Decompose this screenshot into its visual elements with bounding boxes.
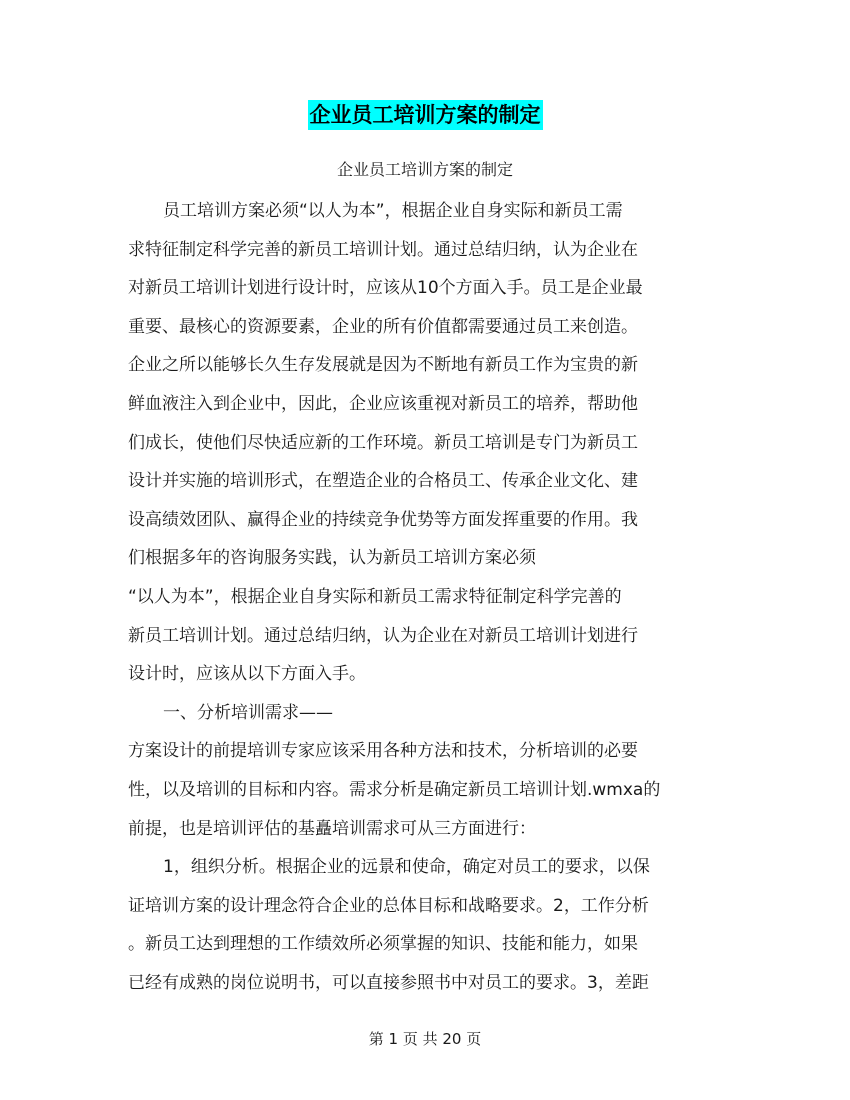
paragraph-line: 企业之所以能够长久生存发展就是因为不断地有新员工作为宝贵的新 — [128, 355, 638, 376]
section-heading: 一、分析培训需求—— — [163, 702, 333, 723]
paragraph-line: 前提，也是培训评估的基矗培训需求可从三方面进行： — [128, 818, 536, 839]
paragraph-line: 重要、最核心的资源要素，企业的所有价值都需要通过员工来创造。 — [128, 316, 638, 337]
paragraph-line: “以人为本”，根据企业自身实际和新员工需求特征制定科学完善的 — [128, 586, 622, 607]
paragraph-line: 。新员工达到理想的工作绩效所必须掌握的知识、技能和能力，如果 — [128, 934, 638, 955]
title-container — [0, 100, 850, 130]
document-body — [128, 192, 718, 1002]
paragraph-line: 证培训方案的设计理念符合企业的总体目标和战略要求。2，工作分析 — [128, 895, 649, 916]
paragraph-line: 设计时，应该从以下方面入手。 — [128, 664, 366, 685]
paragraph-line: 性，以及培训的目标和内容。需求分析是确定新员工培训计划.wmxa的 — [128, 779, 661, 800]
paragraph-line: 鲜血液注入到企业中，因此，企业应该重视对新员工的培养，帮助他 — [128, 393, 638, 414]
paragraph-line: 求特征制定科学完善的新员工培训计划。通过总结归纳，认为企业在 — [128, 239, 638, 260]
paragraph-line: 新员工培训计划。通过总结归纳，认为企业在对新员工培训计划进行 — [128, 625, 638, 646]
paragraph-line: 已经有成熟的岗位说明书，可以直接参照书中对员工的要求。3，差距 — [128, 972, 649, 993]
paragraph-line: 们根据多年的咨询服务实践，认为新员工培训方案必须 — [128, 548, 536, 569]
paragraph-line: 设高绩效团队、赢得企业的持续竞争优势等方面发挥重要的作用。我 — [128, 509, 638, 530]
paragraph-line: 1，组织分析。根据企业的远景和使命，确定对员工的要求，以保 — [163, 857, 650, 878]
paragraph-line: 对新员工培训计划进行设计时，应该从10个方面入手。员工是企业最 — [128, 278, 643, 299]
document-subtitle: 企业员工培训方案的制定 — [336, 160, 513, 179]
paragraph-line: 们成长，使他们尽快适应新的工作环境。新员工培训是专门为新员工 — [128, 432, 638, 453]
paragraph-line: 设计并实施的培训形式，在塑造企业的合格员工、传承企业文化、建 — [128, 471, 638, 492]
paragraph-line: 方案设计的前提培训专家应该采用各种方法和技术，分析培训的必要 — [128, 741, 638, 762]
page-footer: 第 1 页 共 20 页 — [368, 1030, 482, 1048]
paragraph-line: 员工培训方案必须“以人为本”，根据企业自身实际和新员工需 — [163, 201, 623, 221]
document-title: 企业员工培训方案的制定 — [308, 100, 543, 130]
